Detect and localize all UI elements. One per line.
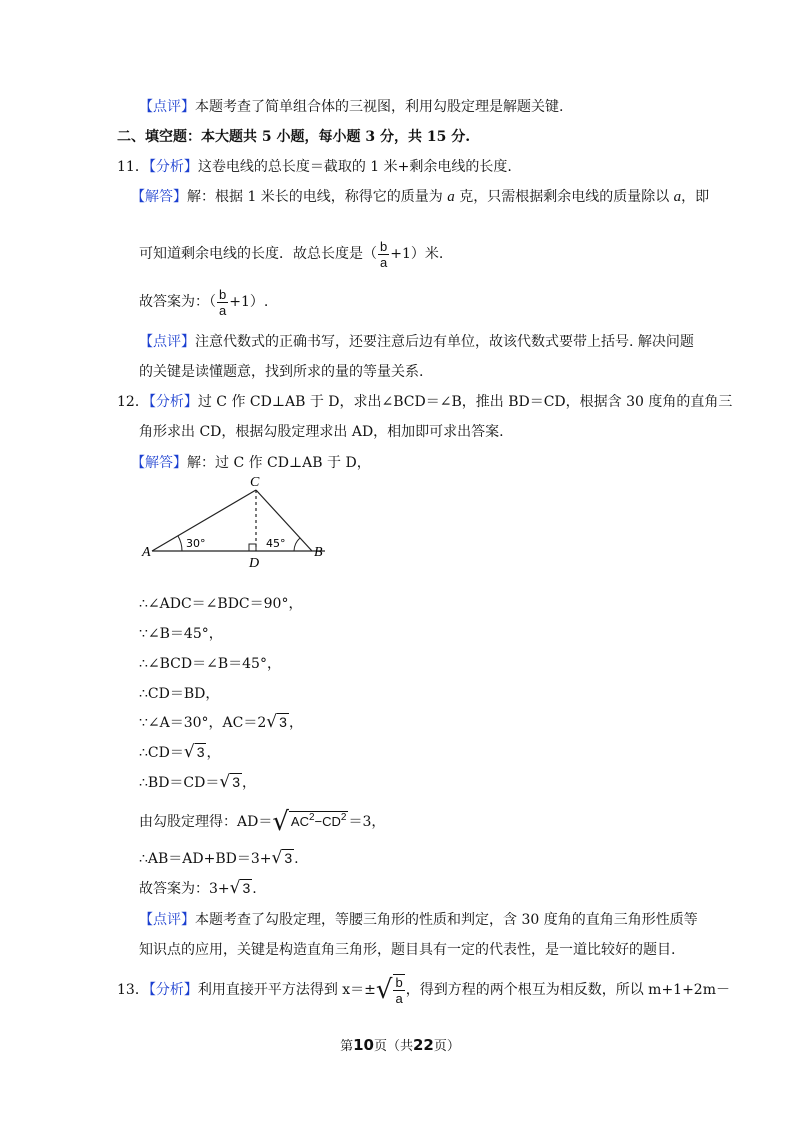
radicand: 3 <box>242 880 251 896</box>
text: +1）. <box>229 294 269 310</box>
text: ， <box>206 745 221 761</box>
text: 解：过 C 作 CD⊥AB 于 D， <box>187 455 371 471</box>
comment-tag: 【点评】 <box>139 99 195 115</box>
q11-number: 11． <box>117 159 149 175</box>
text: 利用直接开平方法得到 x＝± <box>197 982 376 998</box>
text: 可知道剩余电线的长度．故总长度是（ <box>139 246 377 262</box>
fraction-b-over-a <box>378 239 389 270</box>
text: ， <box>288 715 303 731</box>
footer-text: 第 <box>340 1039 354 1054</box>
comment-tag: 【点评】 <box>139 912 195 928</box>
step-8 <box>139 808 385 836</box>
step-3: ∴∠BCD＝∠B＝45°， <box>139 656 281 672</box>
text: 克，只需根据剩余电线的质量除以 <box>454 189 674 205</box>
sqrt-icon: √ <box>266 712 278 732</box>
text: +1）米. <box>390 246 444 262</box>
text: 故答案为：3+ <box>139 881 230 897</box>
radicand: 3 <box>279 714 287 730</box>
text: ∴AB＝AD+BD＝3+ <box>139 851 272 867</box>
exponent: 2 <box>308 812 315 823</box>
step-4: ∴CD＝BD， <box>139 686 220 702</box>
step-2: ∵∠B＝45°， <box>139 626 223 642</box>
text: ＝3， <box>348 814 386 830</box>
analysis-tag: 【分析】 <box>148 159 198 175</box>
q13-analysis <box>117 970 730 1010</box>
right-angle-mark <box>249 544 256 551</box>
q11-solution-line-2 <box>139 238 443 270</box>
exponent: 2 <box>340 812 347 823</box>
q11-comment-line-1 <box>139 332 694 352</box>
denominator: a <box>219 302 227 318</box>
total-pages: 22 <box>413 1036 434 1054</box>
text: ， <box>242 775 256 791</box>
solution-tag: 【解答】 <box>131 455 187 471</box>
q12-number: 12． <box>117 394 149 410</box>
label-d: D <box>249 556 260 571</box>
radicand: 3 <box>284 850 293 866</box>
radicand: 3 <box>196 744 205 760</box>
comment-text: 本题考查了简单组合体的三视图，利用勾股定理是解题关键. <box>195 99 564 115</box>
sqrt-icon: √ <box>183 742 195 762</box>
term-ac: AC <box>290 814 309 829</box>
q11-answer <box>139 286 268 318</box>
numerator: b <box>219 286 227 302</box>
denominator: a <box>395 991 403 1006</box>
label-a: A <box>142 545 151 560</box>
text: 由勾股定理得：AD＝ <box>139 814 273 830</box>
q11-comment-line-2: 的关键是读懂题意，找到所求的量的等量关系. <box>139 364 424 380</box>
q11-analysis <box>117 157 512 177</box>
triangle-figure <box>140 473 340 573</box>
step-1: ∴∠ADC＝∠BDC＝90°， <box>139 596 303 612</box>
footer-text: 页（共 <box>373 1039 413 1054</box>
step-9 <box>139 848 299 869</box>
sqrt-fraction <box>393 974 404 1006</box>
page-number: 10 <box>353 1036 374 1054</box>
q11-analysis-text: 这卷电线的总长度＝截取的 1 米+剩余电线的长度. <box>197 159 512 175</box>
text: ∵∠A＝30°，AC＝2 <box>139 715 267 731</box>
var-a: a <box>673 189 682 205</box>
denominator: a <box>380 254 388 270</box>
numerator: b <box>380 238 388 254</box>
step-10 <box>139 878 257 899</box>
var-a: a <box>447 189 455 205</box>
q12-comment-line-2: 知识点的应用，关键是构造直角三角形，题目具有一定的代表性，是一道比较好的题目. <box>139 942 676 958</box>
review-line-1 <box>139 97 563 117</box>
angle-b-arc <box>294 538 300 551</box>
label-c: C <box>250 475 260 490</box>
fraction-b-over-a <box>217 287 228 318</box>
step-6 <box>139 742 220 763</box>
text: 本题考查了勾股定理，等腰三角形的性质和判定，含 30 度角的直角三角形性质等 <box>195 912 698 928</box>
text: 注意代数式的正确书写，还要注意后边有单位，故该代数式要带上括号. 解决问题 <box>195 334 694 350</box>
analysis-tag: 【分析】 <box>148 394 198 410</box>
angle-a-arc <box>178 536 182 551</box>
text: . <box>252 881 257 897</box>
label-b: B <box>314 545 323 560</box>
radicand-expression <box>289 811 349 830</box>
text: . <box>294 851 299 867</box>
sqrt-icon: √ <box>272 807 289 837</box>
text: ∴CD＝ <box>139 745 184 761</box>
solution-tag: 【解答】 <box>131 189 187 205</box>
text: ，即 <box>681 189 710 205</box>
angle-b-label: 45° <box>266 537 286 550</box>
footer-text: 页） <box>433 1039 460 1054</box>
q12-solution-intro <box>131 453 371 473</box>
step-5 <box>139 712 303 733</box>
text: ∴BD＝CD＝ <box>139 775 220 791</box>
q12-analysis-line-1 <box>117 392 732 412</box>
comment-tag: 【点评】 <box>139 334 195 350</box>
angle-a-label: 30° <box>186 537 206 550</box>
term-cd: −CD <box>314 814 341 829</box>
step-7 <box>139 772 256 793</box>
sqrt-icon: √ <box>271 848 283 868</box>
text: ，得到方程的两个根互为相反数，所以 m+1+2m－ <box>405 982 730 998</box>
page-footer <box>0 1035 800 1054</box>
text: 过 C 作 CD⊥AB 于 D，求出∠BCD＝∠B，推出 BD＝CD，根据含 30 度角的直角三 <box>197 394 733 410</box>
q13-number: 13． <box>117 982 149 998</box>
sqrt-icon: √ <box>229 878 241 898</box>
numerator: b <box>395 975 403 990</box>
section-heading: 二、填空题：本大题共 5 小题，每小题 3 分，共 15 分. <box>117 129 471 145</box>
text: 解：根据 1 米长的电线，称得它的质量为 <box>187 189 448 205</box>
text: 故答案为：（ <box>139 294 216 310</box>
sqrt-icon: √ <box>219 772 231 792</box>
q12-comment-line-1 <box>139 910 698 930</box>
analysis-tag: 【分析】 <box>148 982 198 998</box>
q11-solution-line-1 <box>131 187 709 207</box>
sqrt-icon: √ <box>375 975 393 1005</box>
radicand: 3 <box>232 774 240 790</box>
q12-analysis-line-2: 角形求出 CD，根据勾股定理求出 AD，相加即可求出答案. <box>139 424 504 440</box>
